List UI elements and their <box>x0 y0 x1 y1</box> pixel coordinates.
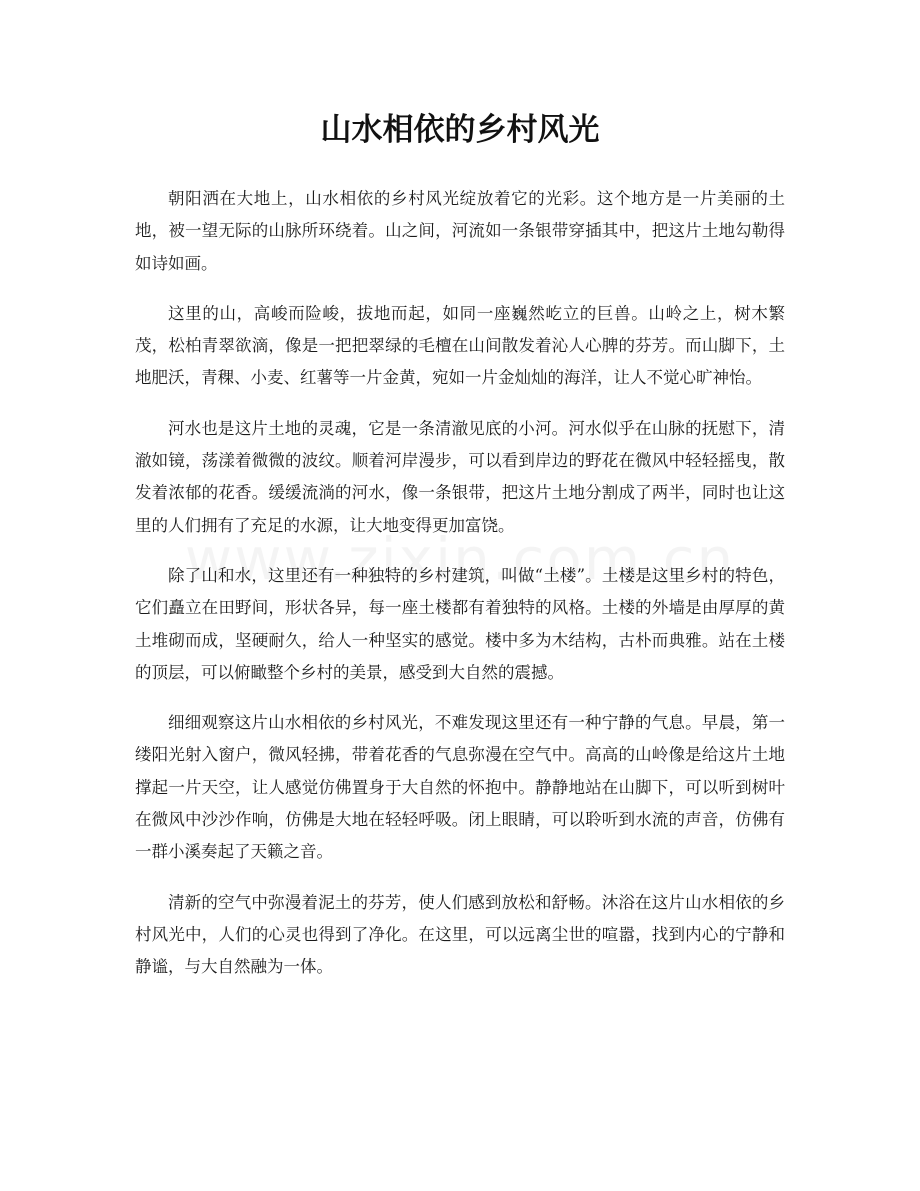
page-title: 山水相依的乡村风光 <box>320 112 600 148</box>
article-body <box>135 183 785 1002</box>
paragraph-4: 除了山和水，这里还有一种独特的乡村建筑，叫做“土楼”。土楼是这里乡村的特色，它们矗立在田野间，形状各异，每一座土楼都有着独特的风格。土楼的外墙是由厚厚的黄土堆砌而成，坚硬耐久，给人一种坚实的感觉。楼中多为木结构，古朴而典雅。站在土楼的顶层，可以俯瞰整个乡村的美景，感受到大自然的震撼。 <box>135 565 785 682</box>
paragraph-3: 河水也是这片土地的灵魂，它是一条清澈见底的小河。河水似乎在山脉的抚慰下，清澈如镜，荡漾着微微的波纹。顺着河岸漫步，可以看到岸边的野花在微风中轻轻摇曳，散发着浓郁的花香。缓缓流淌的河水，像一条银带，把这片土地分割成了两半，同时也让这里的人们拥有了充足的水源，让大地变得更加富饶。 <box>135 418 785 535</box>
paragraph-6: 清新的空气中弥漫着泥土的芬芳，使人们感到放松和舒畅。沐浴在这片山水相依的乡村风光中，人们的心灵也得到了净化。在这里，可以远离尘世的喧嚣，找到内心的宁静和静谧，与大自然融为一体。 <box>135 892 785 977</box>
paragraph-2: 这里的山，高峻而险峻，拔地而起，如同一座巍然屹立的巨兽。山岭之上，树木繁茂，松柏青翠欲滴，像是一把把翠绿的毛檀在山间散发着沁人心脾的芬芳。而山脚下，土地肥沃，青稞、小麦、红薯等一片金黄，宛如一片金灿灿的海洋，让人不觉心旷神怡。 <box>135 303 785 388</box>
paragraph-5: 细细观察这片山水相依的乡村风光，不难发现这里还有一种宁静的气息。早晨，第一缕阳光射入窗户，微风轻拂，带着花香的气息弥漫在空气中。高高的山岭像是给这片土地撑起一片天空，让人感觉仿佛置身于大自然的怀抱中。静静地站在山脚下，可以听到树叶在微风中沙沙作响，仿佛是大地在轻轻呼吸。闭上眼睛，可以聆听到水流的声音，仿佛有一群小溪奏起了天籁之音。 <box>135 713 785 862</box>
paragraph-1: 朝阳洒在大地上，山水相依的乡村风光绽放着它的光彩。这个地方是一片美丽的土地，被一望无际的山脉所环绕着。山之间，河流如一条银带穿插其中，把这片土地勾勒得如诗如画。 <box>135 189 785 273</box>
